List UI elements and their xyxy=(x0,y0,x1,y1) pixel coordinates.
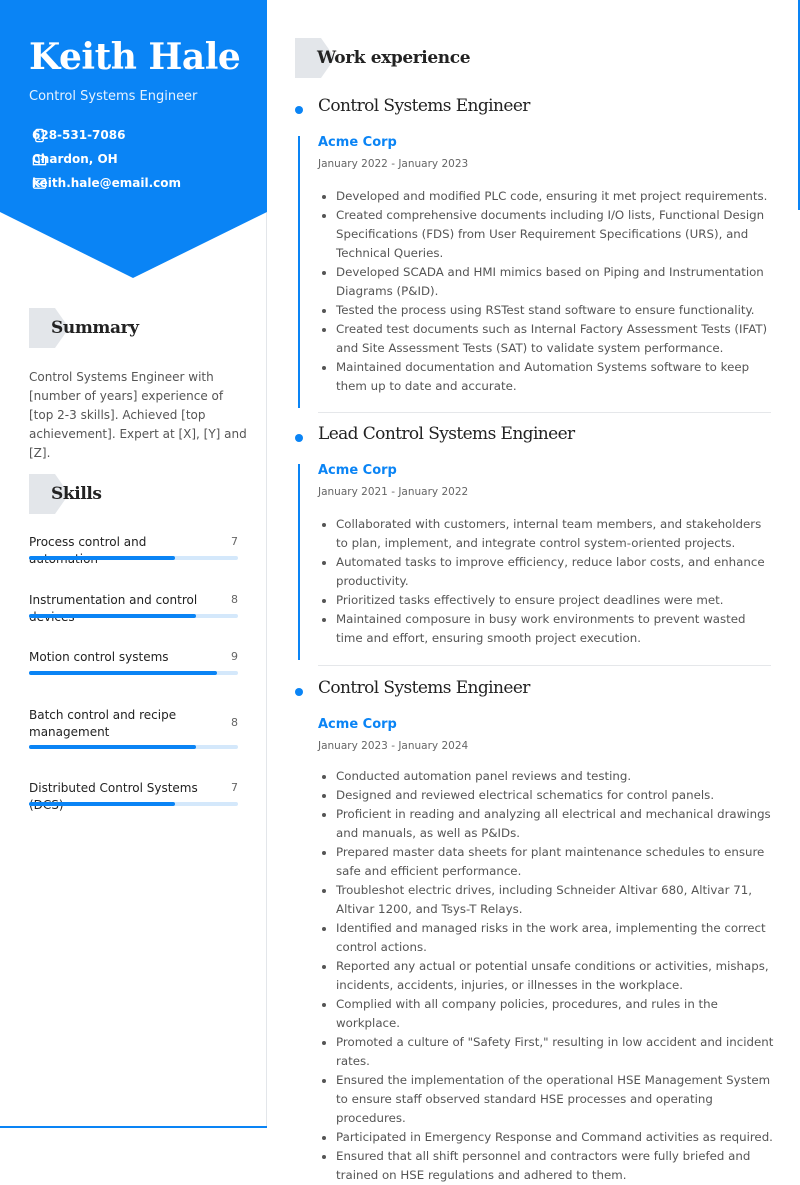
list-item: • Created comprehensive documents including I/O lists, Functional Design Specifications (FDS) from User Requirement Specifications (URS), and Technical Queries. xyxy=(336,206,774,263)
list-item: • Collaborated with customers, internal team members, and stakeholders to plan, implement, and integrate control system-oriented projects. xyxy=(336,515,774,553)
summary-text: Control Systems Engineer with [number of years] experience of [top 2-3 skills]. Achieved [top achievement]. Expert at [X], [Y] and [Z]. xyxy=(29,370,247,460)
list-item: • Developed and modified PLC code, ensuring it met project requirements. xyxy=(336,187,774,206)
skill-level: 9 xyxy=(231,650,238,663)
timeline-dot xyxy=(295,434,303,442)
list-item: • Prepared master data sheets for plant maintenance schedules to ensure safe and efficient performance. xyxy=(336,843,774,881)
list-item: • Conducted automation panel reviews and testing. xyxy=(336,767,774,786)
skill-name: Process control and xyxy=(29,535,147,549)
list-item: • Identified and managed risks in the work area, implementing the correct control actions. xyxy=(336,919,774,957)
contact-location xyxy=(32,152,118,166)
job-title: Control Systems Engineer xyxy=(318,678,530,698)
skills-heading-label: Skills xyxy=(51,484,102,504)
skill-bar-fill xyxy=(29,556,175,560)
skill-bar-track xyxy=(29,614,238,618)
skill-bar-track xyxy=(29,671,238,675)
skill-bar-fill xyxy=(29,671,217,675)
contact-phone xyxy=(32,128,125,142)
list-item: • Automated tasks to improve efficiency, reduce labor costs, and enhance productivity. xyxy=(336,553,774,591)
list-item: • Created test documents such as Internal Factory Assessment Tests (IFAT) and Site Assessment Tests (SAT) to validate system performance. xyxy=(336,320,774,358)
skill-name: Motion control systems xyxy=(29,650,169,664)
summary-heading xyxy=(29,308,249,348)
list-item: • Tested the process using RSTest stand software to ensure functionality. xyxy=(336,301,774,320)
timeline-line xyxy=(298,136,300,408)
job-company: Acme Corp xyxy=(318,717,397,732)
job-bullets xyxy=(336,767,774,1185)
skill-item xyxy=(29,592,238,626)
section-divider xyxy=(318,665,771,666)
skill-name: Batch control and recipe management xyxy=(29,708,177,739)
skill-item xyxy=(29,534,238,568)
experience-heading-label: Work experience xyxy=(317,48,471,68)
candidate-name: Keith Hale xyxy=(29,36,241,78)
list-item: • Ensured the implementation of the operational HSE Management System to ensure staff observed standard HSE processes and operating procedures. xyxy=(336,1071,774,1128)
phone-text[interactable]: 628-531-7086 xyxy=(32,128,126,142)
job-bullets xyxy=(336,187,774,396)
skill-name: Distributed Control Systems xyxy=(29,781,198,795)
skill-level: 8 xyxy=(231,716,238,729)
job-bullets xyxy=(336,515,774,648)
mailbox-icon xyxy=(32,152,47,167)
envelope-icon xyxy=(32,176,47,191)
skill-item xyxy=(29,649,238,666)
job-company: Acme Corp xyxy=(318,463,397,478)
skill-bar-fill xyxy=(29,745,196,749)
skill-level: 7 xyxy=(231,781,238,794)
list-item: • Designed and reviewed electrical schematics for control panels. xyxy=(336,786,774,805)
skill-bar-track xyxy=(29,556,238,560)
job-dates: January 2022 - January 2023 xyxy=(318,158,469,170)
contact-email xyxy=(32,176,181,190)
skills-heading xyxy=(29,474,249,514)
job-dates: January 2023 - January 2024 xyxy=(318,740,469,752)
phone-icon xyxy=(32,128,47,143)
skill-bar-track xyxy=(29,802,238,806)
skill-bar-fill xyxy=(29,802,175,806)
list-item: • Troubleshot electric drives, including Schneider Altivar 680, Altivar 71, Altivar 1200, and Tsys-T Relays. xyxy=(336,881,774,919)
skill-level: 8 xyxy=(231,593,238,606)
job-title: Control Systems Engineer xyxy=(318,96,530,116)
list-item: • Maintained documentation and Automation Systems software to keep them up to date and accurate. xyxy=(336,358,774,396)
list-item: • Proficient in reading and analyzing all electrical and mechanical drawings and manuals, as well as P&IDs. xyxy=(336,805,774,843)
timeline-dot xyxy=(295,688,303,696)
profile-header xyxy=(0,0,267,278)
job-company: Acme Corp xyxy=(318,135,397,150)
job-dates: January 2021 - January 2022 xyxy=(318,486,469,498)
list-item: • Ensured that all shift personnel and contractors were fully briefed and trained on HSE regulations and adhered to them. xyxy=(336,1147,774,1185)
list-item: • Developed SCADA and HMI mimics based on Piping and Instrumentation Diagrams (P&ID). xyxy=(336,263,774,301)
timeline-dot xyxy=(295,106,303,114)
list-item: • Prioritized tasks effectively to ensure project deadlines were met. xyxy=(336,591,774,610)
skill-name: Instrumentation and control xyxy=(29,593,198,607)
skill-item xyxy=(29,707,238,741)
section-divider xyxy=(318,412,771,413)
skill-item xyxy=(29,780,238,814)
job-title: Lead Control Systems Engineer xyxy=(318,424,575,444)
email-text[interactable]: keith.hale@email.com xyxy=(32,176,182,190)
skill-level: 7 xyxy=(231,535,238,548)
skill-bar-track xyxy=(29,745,238,749)
list-item: • Complied with all company policies, procedures, and rules in the workplace. xyxy=(336,995,774,1033)
list-item: • Participated in Emergency Response and Command activities as required. xyxy=(336,1128,774,1147)
sidebar xyxy=(0,0,267,1128)
sidebar-bottom-accent xyxy=(0,1126,267,1128)
list-item: • Promoted a culture of "Safety First," resulting in low accident and incident rates. xyxy=(336,1033,774,1071)
list-item: • Maintained composure in busy work environments to prevent wasted time and effort, ensuring smooth project execution. xyxy=(336,610,774,648)
list-item: • Reported any actual or potential unsafe conditions or activities, mishaps, incidents, accidents, injuries, or illnesses in the workplace. xyxy=(336,957,774,995)
candidate-role: Control Systems Engineer xyxy=(29,89,198,104)
location-text: Chardon, OH xyxy=(32,152,118,166)
skill-bar-fill xyxy=(29,614,196,618)
summary-heading-label: Summary xyxy=(51,318,139,338)
timeline-line xyxy=(298,464,300,660)
